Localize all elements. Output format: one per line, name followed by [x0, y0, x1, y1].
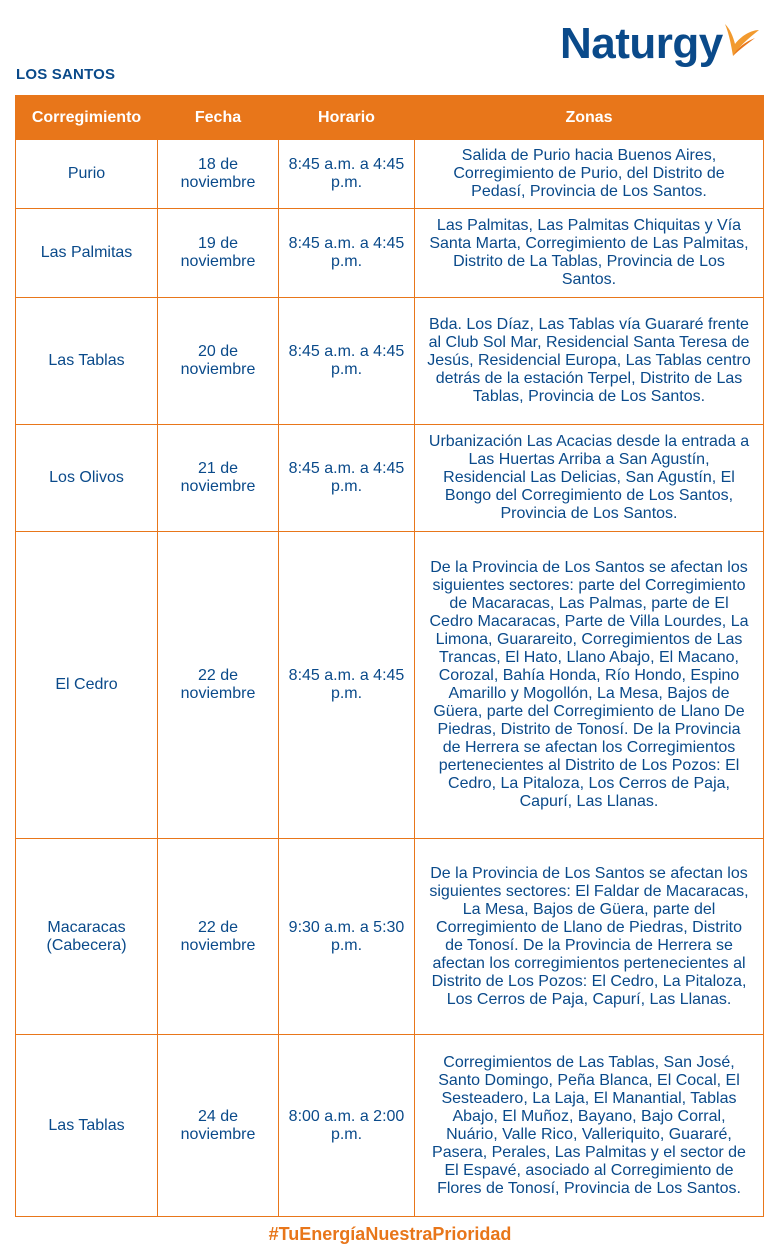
- cell-horario: 8:45 a.m. a 4:45 p.m.: [279, 209, 415, 298]
- column-header-corregimiento: Corregimiento: [16, 96, 158, 140]
- cell-corregimiento: Las Tablas: [16, 1035, 158, 1217]
- butterfly-icon: [719, 20, 761, 60]
- cell-zonas: Las Palmitas, Las Palmitas Chiquitas y Vía Santa Marta, Corregimiento de Las Palmitas, Distrito de La Tablas, Provincia de Los Santos.: [415, 209, 764, 298]
- cell-fecha: 19 de noviembre: [158, 209, 279, 298]
- cell-fecha: 18 de noviembre: [158, 140, 279, 209]
- table-row: [16, 425, 764, 532]
- column-header-horario: Horario: [279, 96, 415, 140]
- cell-zonas: De la Provincia de Los Santos se afectan los siguientes sectores: parte del Corregimiento de Macaracas, Las Palmas, parte de El Cedro Macaracas, Parte de Villa Lourdes, La Limona, Guarareito, Corregimientos de Las Trancas, El Hato, Llano Abajo, El Macano, Corozal, Bahía Honda, Río Hondo, Espino Amarillo y Mogollón, La Mesa, Bajos de Güera, parte del Corregimiento de Llano De Piedras, Distrito de Tonosí. De la Provincia de Herrera se afectan los Corregimientos pertenecientes al Distrito de Los Pozos: El Cedro, La Pitaloza, Los Cerros de Paja, Capurí, Las Llanas.: [415, 532, 764, 839]
- cell-fecha: 24 de noviembre: [158, 1035, 279, 1217]
- cell-corregimiento: Purio: [16, 140, 158, 209]
- cell-fecha: 22 de noviembre: [158, 532, 279, 839]
- cell-corregimiento: Las Tablas: [16, 298, 158, 425]
- cell-fecha: 21 de noviembre: [158, 425, 279, 532]
- schedule-table: [15, 95, 764, 1217]
- cell-zonas: De la Provincia de Los Santos se afectan los siguientes sectores: El Faldar de Macaracas, La Mesa, Bajos de Güera, parte del Corregimiento de Llano de Piedras, Distrito de Tonosí. De la Provincia de Herrera se afectan los corregimientos pertenecientes al Distrito de Los Pozos: El Cedro, La Pitaloza, Los Cerros de Paja, Capurí, Las Llanas.: [415, 839, 764, 1035]
- naturgy-logo: [560, 19, 761, 68]
- table-row: [16, 209, 764, 298]
- table-row: [16, 298, 764, 425]
- table-row: [16, 1035, 764, 1217]
- cell-fecha: 22 de noviembre: [158, 839, 279, 1035]
- cell-zonas: Corregimientos de Las Tablas, San José, Santo Domingo, Peña Blanca, El Cocal, El Sesteadero, La Laja, El Manantial, Tablas Abajo, El Muñoz, Bayano, Bajo Corral, Nuário, Valle Rico, Valleriquito, Guararé, Pasera, Perales, Las Palmitas y el sector de El Espavé, asociado al Corregimiento de Flores de Tonosí, Provincia de Los Santos.: [415, 1035, 764, 1217]
- cell-horario: 8:00 a.m. a 2:00 p.m.: [279, 1035, 415, 1217]
- cell-zonas: Salida de Purio hacia Buenos Aires, Corregimiento de Purio, del Distrito de Pedasí, Provincia de Los Santos.: [415, 140, 764, 209]
- cell-horario: 8:45 a.m. a 4:45 p.m.: [279, 140, 415, 209]
- column-header-fecha: Fecha: [158, 96, 279, 140]
- cell-horario: 8:45 a.m. a 4:45 p.m.: [279, 298, 415, 425]
- table-row: [16, 140, 764, 209]
- table-header-row: [16, 96, 764, 140]
- cell-corregimiento: Las Palmitas: [16, 209, 158, 298]
- logo-wordmark: Naturgy: [560, 19, 723, 68]
- cell-horario: 8:45 a.m. a 4:45 p.m.: [279, 532, 415, 839]
- table-row: [16, 839, 764, 1035]
- cell-corregimiento: Macaracas (Cabecera): [16, 839, 158, 1035]
- cell-horario: 9:30 a.m. a 5:30 p.m.: [279, 839, 415, 1035]
- cell-corregimiento: Los Olivos: [16, 425, 158, 532]
- table-row: [16, 532, 764, 839]
- cell-zonas: Urbanización Las Acacias desde la entrada a Las Huertas Arriba a San Agustín, Residencial Las Delicias, San Agustín, El Bongo del Corregimiento de Los Santos, Provincia de Los Santos.: [415, 425, 764, 532]
- column-header-zonas: Zonas: [415, 96, 764, 140]
- cell-zonas: Bda. Los Díaz, Las Tablas vía Guararé frente al Club Sol Mar, Residencial Santa Teresa de Jesús, Residencial Europa, Las Tablas centro detrás de la estación Terpel, Distrito de Las Tablas, Provincia de Los Santos.: [415, 298, 764, 425]
- region-title: LOS SANTOS: [16, 66, 116, 83]
- footer-hashtag: #TuEnergíaNuestraPrioridad: [268, 1224, 512, 1244]
- cell-fecha: 20 de noviembre: [158, 298, 279, 425]
- cell-horario: 8:45 a.m. a 4:45 p.m.: [279, 425, 415, 532]
- cell-corregimiento: El Cedro: [16, 532, 158, 839]
